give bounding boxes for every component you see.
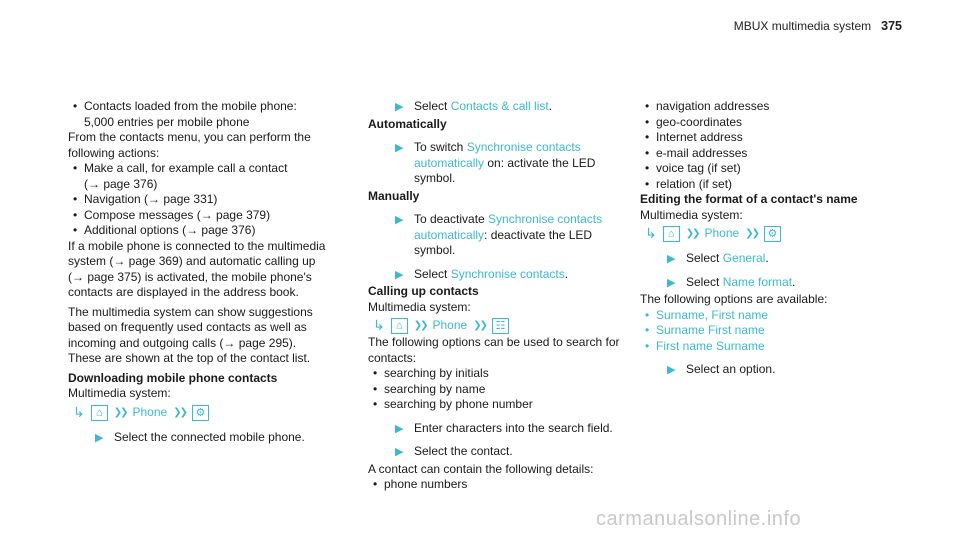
list-item: • phone numbers xyxy=(368,477,630,493)
action-text: Select xyxy=(686,251,723,265)
bullet-text: Contacts loaded from the mobile phone: xyxy=(84,99,297,113)
header-title: MBUX multimedia system xyxy=(733,19,872,33)
action-step xyxy=(640,251,905,267)
double-chevron-icon: ❯❯ xyxy=(745,228,758,240)
gear-icon: ⚙ xyxy=(192,405,209,421)
action-text: Enter characters into the search field. xyxy=(414,420,613,435)
list-item: • searching by phone number xyxy=(368,397,630,413)
menu-path xyxy=(368,317,630,335)
path-label-phone: Phone xyxy=(704,226,740,241)
list-item: • navigation addresses xyxy=(640,99,905,115)
action-text: . xyxy=(765,251,769,265)
page-header xyxy=(734,19,902,35)
menu-link-sync-contacts[interactable]: Synchronise contacts xyxy=(450,266,565,281)
list-item: • voice tag (if set) xyxy=(640,161,905,177)
list-item xyxy=(68,99,330,130)
option-surname-comma-first[interactable]: • Surname, First name xyxy=(640,308,905,324)
menu-link-general[interactable]: General xyxy=(722,251,766,265)
action-text: . xyxy=(564,266,569,281)
paragraph: From the contacts menu, you can perform the following actions: xyxy=(68,130,311,160)
action-text: : deactivate the LED symbol. xyxy=(414,227,593,257)
watermark: carmanualsonline.info xyxy=(596,507,802,530)
menu-link-name-format[interactable]: Name format xyxy=(722,274,793,289)
menu-link-sync-contacts-auto[interactable]: Synchronise contacts automatically xyxy=(414,140,581,170)
play-arrow-icon: ▶ xyxy=(395,214,404,226)
menu-path xyxy=(640,225,905,243)
play-arrow-icon: ▶ xyxy=(395,422,404,435)
hook-arrow-icon: ↳ xyxy=(373,317,385,334)
section-subheading: Manually xyxy=(368,188,420,203)
column-left xyxy=(68,99,330,447)
page-number: 375 xyxy=(881,19,902,33)
action-step xyxy=(640,362,905,378)
action-text: Select the connected mobile phone. xyxy=(114,429,305,444)
bullet-text: 5,000 entries per mobile phone xyxy=(84,114,250,129)
paragraph: Multimedia system: xyxy=(68,386,171,400)
list-item: • e-mail addresses xyxy=(640,146,905,162)
path-label-phone: Phone xyxy=(132,404,168,419)
section-heading: Editing the format of a contact's name xyxy=(640,192,858,206)
paragraph: The following options are available: xyxy=(640,292,828,306)
paragraph: A contact can contain the following details: xyxy=(368,461,594,476)
list-item: • geo-coordinates xyxy=(640,115,905,131)
play-arrow-icon: ▶ xyxy=(95,431,104,444)
action-text: Select an option. xyxy=(686,362,776,376)
play-arrow-icon: ▶ xyxy=(395,268,404,281)
home-icon: ⌂ xyxy=(663,226,680,242)
gear-icon: ⚙ xyxy=(764,226,781,242)
column-middle xyxy=(368,99,630,493)
action-text: Select xyxy=(414,99,451,113)
play-arrow-icon: ▶ xyxy=(395,446,404,458)
action-step xyxy=(368,267,630,283)
menu-path xyxy=(68,404,330,422)
contacts-icon: ☷ xyxy=(492,318,509,334)
play-arrow-icon: ▶ xyxy=(667,253,676,265)
list-item xyxy=(68,161,330,192)
list-item: • Additional options (→ page 376) xyxy=(68,223,330,239)
play-arrow-icon: ▶ xyxy=(395,101,404,113)
section-heading: Downloading mobile phone contacts xyxy=(68,370,278,385)
list-item: • relation (if set) xyxy=(640,177,905,193)
double-chevron-icon: ❯❯ xyxy=(173,406,186,418)
paragraph: If a mobile phone is connected to the multimedia system (→ page 369) and automatic calling up (→ page 375) is activated, the mobile phone's contacts are displayed in the address book. xyxy=(68,238,326,299)
action-text: Select the contact. xyxy=(414,444,513,458)
double-chevron-icon: ❯❯ xyxy=(113,406,127,418)
paragraph: Multimedia system: xyxy=(640,207,743,222)
section-subheading: Automatically xyxy=(368,116,447,131)
page-reference[interactable]: (→ page 376) xyxy=(84,176,158,191)
action-step xyxy=(368,212,630,259)
double-chevron-icon: ❯❯ xyxy=(685,228,699,240)
action-step xyxy=(368,140,630,187)
paragraph: The multimedia system can show suggestions based on frequently used contacts as well as incoming and outgoing calls (→ page 295). These are shown at the top of the contact list. xyxy=(68,304,313,365)
action-text: Select xyxy=(414,266,451,281)
paragraph: Multimedia system: xyxy=(368,299,471,314)
action-step xyxy=(368,421,630,437)
hook-arrow-icon: ↳ xyxy=(645,225,657,242)
option-first-surname[interactable]: • First name Surname xyxy=(640,339,905,355)
double-chevron-icon: ❯❯ xyxy=(413,320,427,332)
column-right xyxy=(640,99,905,380)
play-arrow-icon: ▶ xyxy=(667,364,676,376)
action-step xyxy=(368,99,630,115)
list-item: • Navigation (→ page 331) xyxy=(68,192,330,208)
path-label-phone: Phone xyxy=(432,318,468,333)
menu-link-sync-contacts-auto[interactable]: Synchronise contacts automatically xyxy=(414,212,603,242)
paragraph: The following options can be used to search for contacts: xyxy=(368,335,620,365)
menu-link-contacts-call-list[interactable]: Contacts & call list xyxy=(450,99,549,113)
list-item: • searching by initials xyxy=(368,366,630,382)
action-text: To deactivate xyxy=(414,212,489,226)
play-arrow-icon: ▶ xyxy=(667,276,676,289)
action-text: on: activate the LED symbol. xyxy=(414,155,596,185)
action-text: To switch xyxy=(414,140,467,154)
double-chevron-icon: ❯❯ xyxy=(473,320,486,332)
action-text: Select xyxy=(686,274,723,289)
home-icon: ⌂ xyxy=(391,318,408,334)
action-step xyxy=(640,275,905,291)
action-step xyxy=(68,430,330,446)
play-arrow-icon: ▶ xyxy=(395,142,404,154)
list-item: • searching by name xyxy=(368,382,630,398)
option-surname-first[interactable]: • Surname First name xyxy=(640,323,905,339)
section-heading: Calling up contacts xyxy=(368,284,479,298)
list-item: • Compose messages (→ page 379) xyxy=(68,208,330,224)
home-icon: ⌂ xyxy=(91,405,108,421)
action-text: . xyxy=(792,274,796,289)
action-text: . xyxy=(548,99,553,113)
list-item: • Internet address xyxy=(640,130,905,146)
bullet-text: Make a call, for example call a contact xyxy=(84,161,288,175)
hook-arrow-icon: ↳ xyxy=(73,403,85,420)
action-step xyxy=(368,444,630,460)
